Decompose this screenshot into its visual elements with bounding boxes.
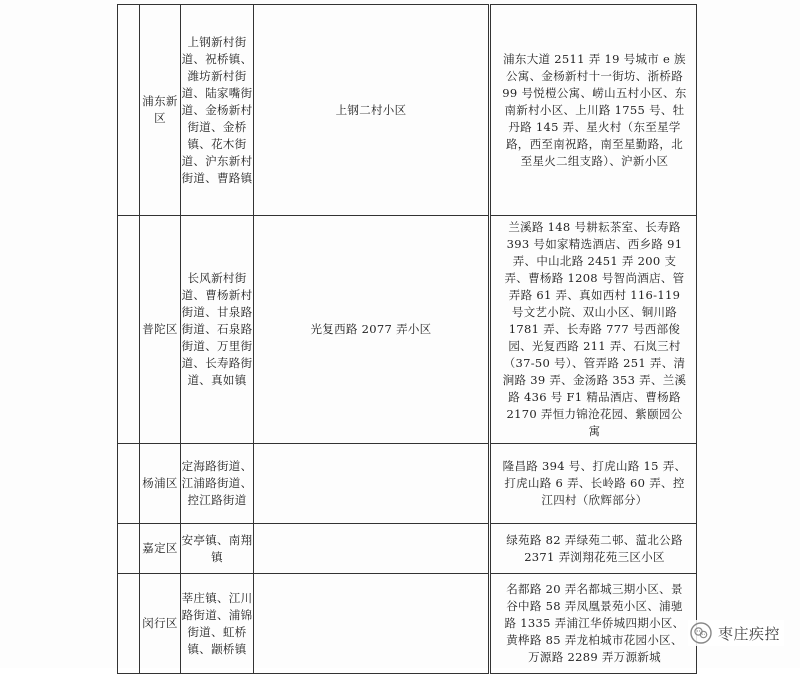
high-risk-cell: 光复西路 2077 弄小区	[254, 216, 490, 444]
table-row	[118, 216, 697, 444]
high-risk-cell: 上钢二村小区	[254, 5, 490, 216]
blank-cell	[118, 574, 140, 674]
table-row	[118, 444, 697, 524]
blank-cell	[118, 5, 140, 216]
table-row	[118, 574, 697, 674]
medium-risk-text: 名都路 20 弄名都城三期小区、景谷中路 58 弄凤凰景苑小区、浦驰路 1335 弄浦江华侨城四期小区、黄桦路 85 弄龙柏城市花园小区、万源路 2289 弄万源新城	[504, 582, 685, 664]
medium-risk-cell	[490, 574, 697, 674]
district-cell: 浦东新区	[140, 5, 181, 216]
medium-risk-text: 隆昌路 394 号、打虎山路 15 弄、打虎山路 6 弄、长岭路 60 弄、控江四村（欣辉部分）	[502, 459, 687, 507]
blank-cell	[118, 216, 140, 444]
high-risk-cell	[254, 524, 490, 574]
medium-risk-cell	[490, 5, 697, 216]
medium-risk-text: 绿苑路 82 弄绿苑二邨、蕰北公路 2371 弄浏翔花苑三区小区	[506, 532, 683, 564]
medium-risk-cell	[490, 216, 697, 444]
medium-risk-cell	[490, 524, 697, 574]
streets-cell: 莘庄镇、江川路街道、浦锦街道、虹桥镇、颛桥镇	[181, 574, 254, 674]
district-cell: 普陀区	[140, 216, 181, 444]
table-row	[118, 5, 697, 216]
medium-risk-text: 浦东大道 2511 弄 19 号城市 e 族公寓、金杨新村十一街坊、浙桥路 99 号悦榿公寓、崂山五村小区、东南新村小区、上川路 1755 号、牡丹路 145 弄、星火村（东至星学路，西至南祝路，南至星勤路，北至星火二组支路）、沪新小区	[502, 51, 687, 168]
medium-risk-text: 兰溪路 148 号耕耘茶室、长寿路 393 号如家精选酒店、西乡路 91 弄、中山北路 2451 弄 200 支弄、曹杨路 1208 号智尚酒店、管弄路 61 弄、真如西村 116-119 号文艺小院、双山小区、铜川路 1781 弄、长寿路 777 号西部俊园、光复西路 211 弄、石岚三村（37-50 号）、管弄路 251 弄、清涧路 39 弄、金汤路 353 弄、兰溪路 436 号 F1 精品酒店、曹杨路 2170 弄恒力锦沧花园、紫颐园公寓	[502, 220, 687, 438]
medium-risk-cell	[490, 444, 697, 524]
streets-cell: 安亭镇、南翔镇	[181, 524, 254, 574]
high-risk-cell	[254, 444, 490, 524]
wechat-account-icon	[690, 622, 712, 644]
district-cell: 闵行区	[140, 574, 181, 674]
watermark-text: 枣庄疾控	[717, 624, 780, 643]
risk-area-table	[117, 4, 697, 674]
account-watermark	[688, 620, 784, 646]
blank-cell	[118, 524, 140, 574]
high-risk-cell	[254, 574, 490, 674]
district-cell: 杨浦区	[140, 444, 181, 524]
streets-cell: 长风新村街道、曹杨新村街道、甘泉路街道、石泉路街道、万里街道、长寿路街道、真如镇	[181, 216, 254, 444]
blank-cell	[118, 444, 140, 524]
district-cell: 嘉定区	[140, 524, 181, 574]
table-row	[118, 524, 697, 574]
streets-cell: 上钢新村街道、祝桥镇、潍坊新村街道、陆家嘴街道、金杨新村街道、金桥镇、花木街道、沪东新村街道、曹路镇	[181, 5, 254, 216]
streets-cell: 定海路街道、江浦路街道、控江路街道	[181, 444, 254, 524]
